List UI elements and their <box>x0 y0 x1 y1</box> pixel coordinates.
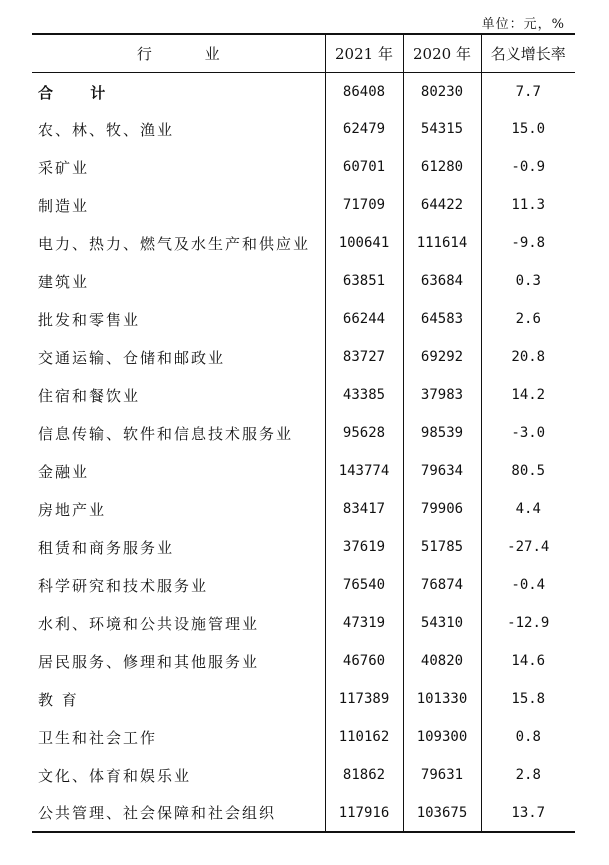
value-2020: 103675 <box>403 794 481 832</box>
industry-name: 交通运输、仓储和邮政业 <box>38 348 226 367</box>
industry-name: 批发和零售业 <box>38 310 141 329</box>
table-row <box>32 186 575 224</box>
table-row <box>32 414 575 452</box>
table-row <box>32 300 575 338</box>
table-row <box>32 262 575 300</box>
value-2021: 46760 <box>325 642 403 680</box>
header-industry: 行 业 <box>32 34 325 72</box>
growth-rate: 14.6 <box>481 642 575 680</box>
table-row <box>32 528 575 566</box>
value-2020: 64422 <box>403 186 481 224</box>
industry-name: 金融业 <box>38 462 90 481</box>
value-2020: 109300 <box>403 718 481 756</box>
table-row <box>32 452 575 490</box>
value-2020: 79906 <box>403 490 481 528</box>
industry-name: 水利、环境和公共设施管理业 <box>38 614 260 633</box>
table-row <box>32 642 575 680</box>
unit-label: 单位：元，% <box>481 17 565 32</box>
growth-rate: -12.9 <box>481 604 575 642</box>
industry-name: 房地产业 <box>38 500 107 519</box>
growth-rate: 80.5 <box>481 452 575 490</box>
wage-table <box>32 33 575 833</box>
table-row <box>32 338 575 376</box>
table-row <box>32 148 575 186</box>
value-2020: 40820 <box>403 642 481 680</box>
value-2020: 54310 <box>403 604 481 642</box>
value-2020: 61280 <box>403 148 481 186</box>
table-row <box>32 376 575 414</box>
value-2021: 71709 <box>325 186 403 224</box>
growth-rate: 0.8 <box>481 718 575 756</box>
value-2020: 64583 <box>403 300 481 338</box>
industry-name: 采矿业 <box>38 158 90 177</box>
table-row <box>32 224 575 262</box>
value-2020: 80230 <box>403 72 481 110</box>
growth-rate: 7.7 <box>481 72 575 110</box>
value-2021: 60701 <box>325 148 403 186</box>
value-2021: 117916 <box>325 794 403 832</box>
header-growth: 名义增长率 <box>481 34 575 72</box>
industry-name: 科学研究和技术服务业 <box>38 576 209 595</box>
table-row <box>32 604 575 642</box>
value-2021: 37619 <box>325 528 403 566</box>
growth-rate: 2.6 <box>481 300 575 338</box>
growth-rate: -0.9 <box>481 148 575 186</box>
value-2021: 47319 <box>325 604 403 642</box>
growth-rate: 15.0 <box>481 110 575 148</box>
value-2021: 143774 <box>325 452 403 490</box>
value-2021: 100641 <box>325 224 403 262</box>
industry-name: 卫生和社会工作 <box>38 728 158 747</box>
growth-rate: 13.7 <box>481 794 575 832</box>
table-row <box>32 756 575 794</box>
growth-rate: 2.8 <box>481 756 575 794</box>
value-2020: 101330 <box>403 680 481 718</box>
table-row <box>32 794 575 832</box>
industry-name: 住宿和餐饮业 <box>38 386 141 405</box>
growth-rate: 0.3 <box>481 262 575 300</box>
table-row <box>32 110 575 148</box>
total-row <box>32 72 575 110</box>
growth-rate: 14.2 <box>481 376 575 414</box>
growth-rate: -3.0 <box>481 414 575 452</box>
table-row <box>32 718 575 756</box>
value-2020: 37983 <box>403 376 481 414</box>
industry-name: 农、林、牧、渔业 <box>38 120 175 139</box>
value-2021: 62479 <box>325 110 403 148</box>
industry-name: 制造业 <box>38 196 90 215</box>
growth-rate: -27.4 <box>481 528 575 566</box>
growth-rate: 4.4 <box>481 490 575 528</box>
value-2021: 86408 <box>325 72 403 110</box>
value-2021: 76540 <box>325 566 403 604</box>
growth-rate: -0.4 <box>481 566 575 604</box>
value-2021: 81862 <box>325 756 403 794</box>
industry-name: 信息传输、软件和信息技术服务业 <box>38 424 294 443</box>
value-2021: 63851 <box>325 262 403 300</box>
growth-rate: -9.8 <box>481 224 575 262</box>
growth-rate: 15.8 <box>481 680 575 718</box>
table-row <box>32 566 575 604</box>
value-2021: 83727 <box>325 338 403 376</box>
value-2021: 83417 <box>325 490 403 528</box>
value-2021: 117389 <box>325 680 403 718</box>
table-row <box>32 680 575 718</box>
value-2020: 69292 <box>403 338 481 376</box>
value-2020: 51785 <box>403 528 481 566</box>
value-2020: 111614 <box>403 224 481 262</box>
header-2020: 2020 年 <box>403 34 481 72</box>
industry-name: 文化、体育和娱乐业 <box>38 766 192 785</box>
table-body <box>32 72 575 832</box>
industry-name: 居民服务、修理和其他服务业 <box>38 652 260 671</box>
value-2020: 63684 <box>403 262 481 300</box>
industry-name: 教 育 <box>38 690 79 709</box>
growth-rate: 20.8 <box>481 338 575 376</box>
value-2021: 110162 <box>325 718 403 756</box>
value-2020: 79634 <box>403 452 481 490</box>
industry-name: 租赁和商务服务业 <box>38 538 175 557</box>
value-2020: 98539 <box>403 414 481 452</box>
table-header-row <box>32 34 575 72</box>
value-2021: 66244 <box>325 300 403 338</box>
value-2021: 43385 <box>325 376 403 414</box>
value-2020: 54315 <box>403 110 481 148</box>
industry-name: 建筑业 <box>38 272 90 291</box>
industry-name: 电力、热力、燃气及水生产和供应业 <box>38 234 311 253</box>
value-2021: 95628 <box>325 414 403 452</box>
value-2020: 79631 <box>403 756 481 794</box>
industry-name: 公共管理、社会保障和社会组织 <box>32 794 325 832</box>
industry-name: 合 计 <box>38 83 122 102</box>
header-2021: 2021 年 <box>325 34 403 72</box>
value-2020: 76874 <box>403 566 481 604</box>
growth-rate: 11.3 <box>481 186 575 224</box>
table-row <box>32 490 575 528</box>
